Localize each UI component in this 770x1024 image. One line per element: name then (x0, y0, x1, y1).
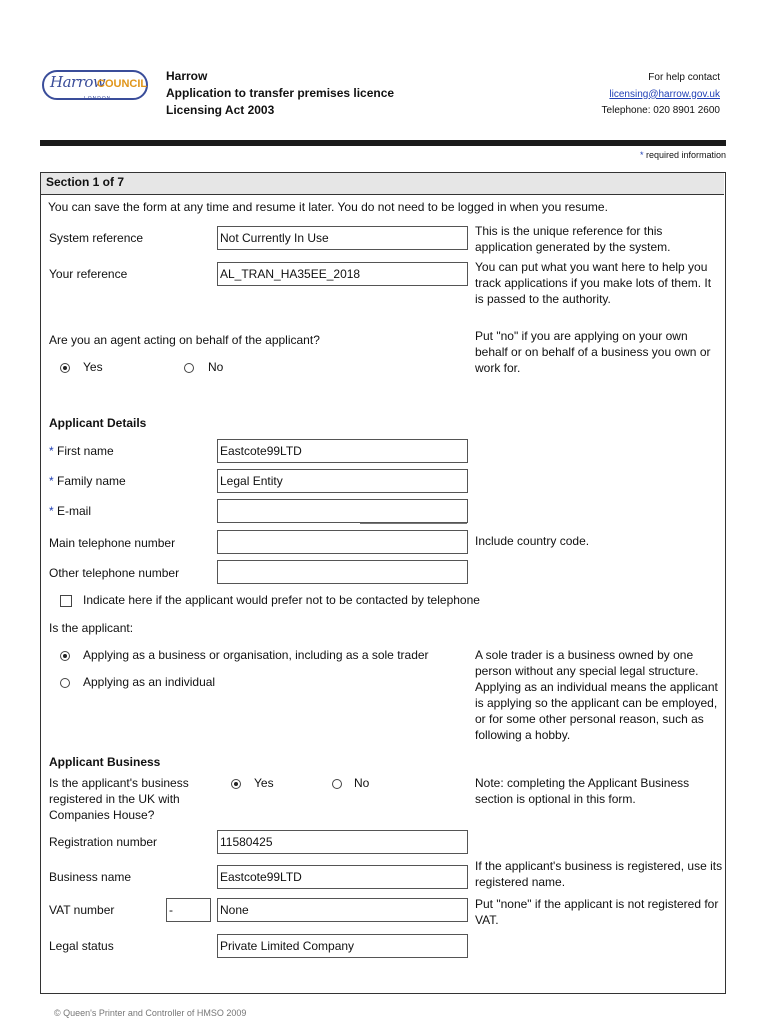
registration-number-input[interactable]: 11580425 (217, 830, 468, 854)
family-name-label (49, 474, 126, 488)
first-name-input[interactable]: Eastcote99LTD (217, 439, 468, 463)
required-star: * (49, 444, 54, 458)
registered-yes-radio[interactable] (231, 779, 241, 789)
first-name-label (49, 444, 114, 458)
help-contact-label: For help contact (648, 72, 720, 83)
email-label (49, 504, 91, 518)
main-phone-input[interactable] (217, 530, 468, 554)
help-contact (602, 70, 720, 120)
registration-number-label: Registration number (49, 835, 158, 849)
vat-prefix-input[interactable]: - (166, 898, 211, 922)
no-telephone-checkbox[interactable] (60, 595, 72, 607)
registered-question: Is the applicant's business registered in the UK with Companies House? (49, 776, 189, 822)
family-name-text: Family name (57, 474, 126, 488)
agent-help: Put "no" if you are applying on your own behalf or on behalf of a business you own or work for. (475, 329, 711, 375)
other-phone-input[interactable] (217, 560, 468, 584)
business-name-input[interactable]: Eastcote99LTD (217, 865, 468, 889)
help-telephone: Telephone: 020 8901 2600 (601, 105, 720, 116)
help-email-link[interactable]: licensing@harrow.gov.uk (609, 88, 720, 100)
family-name-input[interactable]: Legal Entity (217, 469, 468, 493)
applicant-individual-radio[interactable] (60, 678, 70, 688)
email-input[interactable] (217, 499, 468, 523)
agent-no-label: No (208, 360, 224, 374)
required-star: * (639, 150, 644, 160)
system-reference-field[interactable]: Not Currently In Use (217, 226, 468, 250)
main-phone-label: Main telephone number (49, 536, 176, 550)
applicant-details-heading: Applicant Details (49, 416, 147, 430)
registered-help: Note: completing the Applicant Business section is optional in this form. (475, 776, 690, 806)
email-field-rule (360, 523, 467, 524)
applicant-type-question: Is the applicant: (49, 621, 134, 635)
other-phone-label: Other telephone number (49, 566, 180, 580)
email-text: E-mail (57, 504, 92, 518)
registered-yes-label: Yes (254, 776, 274, 790)
title-line-3: Licensing Act 2003 (166, 103, 275, 117)
form-title (166, 68, 394, 119)
required-star: * (49, 474, 54, 488)
system-reference-label: System reference (49, 231, 144, 245)
legal-status-input[interactable]: Private Limited Company (217, 934, 468, 958)
vat-number-label: VAT number (49, 903, 115, 917)
applicant-type-help: A sole trader is a business owned by one person without any special legal structure. Applying as an individual means the applicant is applying so the applicant can be employed, or for some other personal reason, such as following a hobby. (475, 648, 718, 742)
main-phone-help: Include country code. (475, 534, 590, 548)
registered-no-label: No (354, 776, 370, 790)
section-title: Section 1 of 7 (46, 175, 125, 189)
logo-london-text: LONDON (84, 96, 112, 102)
logo-council-text: COUNCIL (97, 78, 148, 90)
title-line-2: Application to transfer premises licence (166, 86, 395, 100)
system-reference-help: This is the unique reference for this application generated by the system. (475, 224, 671, 254)
section-header (41, 173, 724, 195)
logo-script-text: Harrow (50, 73, 106, 91)
business-name-label: Business name (49, 870, 132, 884)
your-reference-field[interactable]: AL_TRAN_HA35EE_2018 (217, 262, 468, 286)
section-intro: You can save the form at any time and resume it later. You do not need to be logged in when you resume. (48, 200, 608, 214)
no-telephone-label: Indicate here if the applicant would prefer not to be contacted by telephone (83, 593, 480, 607)
copyright-footer: © Queen's Printer and Controller of HMSO 2009 (54, 1008, 247, 1018)
registered-no-radio[interactable] (332, 779, 342, 789)
vat-number-input[interactable]: None (217, 898, 468, 922)
title-line-1: Harrow (166, 69, 208, 83)
agent-yes-radio[interactable] (60, 363, 70, 373)
applicant-business-heading: Applicant Business (49, 755, 161, 769)
applicant-business-radio[interactable] (60, 651, 70, 661)
legal-status-label: Legal status (49, 939, 114, 953)
required-star: * (49, 504, 54, 518)
your-reference-help: You can put what you want here to help you track applications if you make lots of them. It is passed to the authority. (475, 260, 712, 306)
first-name-text: First name (57, 444, 114, 458)
agent-no-radio[interactable] (184, 363, 194, 373)
agent-question: Are you an agent acting on behalf of the applicant? (49, 333, 320, 347)
required-information-note (640, 150, 726, 160)
vat-help: Put "none" if the applicant is not registered for VAT. (475, 897, 719, 927)
required-note-text: required information (643, 150, 726, 160)
applicant-individual-label: Applying as an individual (83, 675, 216, 689)
header-divider (40, 140, 726, 146)
applicant-business-label: Applying as a business or organisation, including as a sole trader (83, 648, 429, 662)
agent-yes-label: Yes (83, 360, 103, 374)
business-name-help: If the applicant's business is registered, use its registered name. (475, 859, 723, 889)
your-reference-label: Your reference (49, 267, 128, 281)
